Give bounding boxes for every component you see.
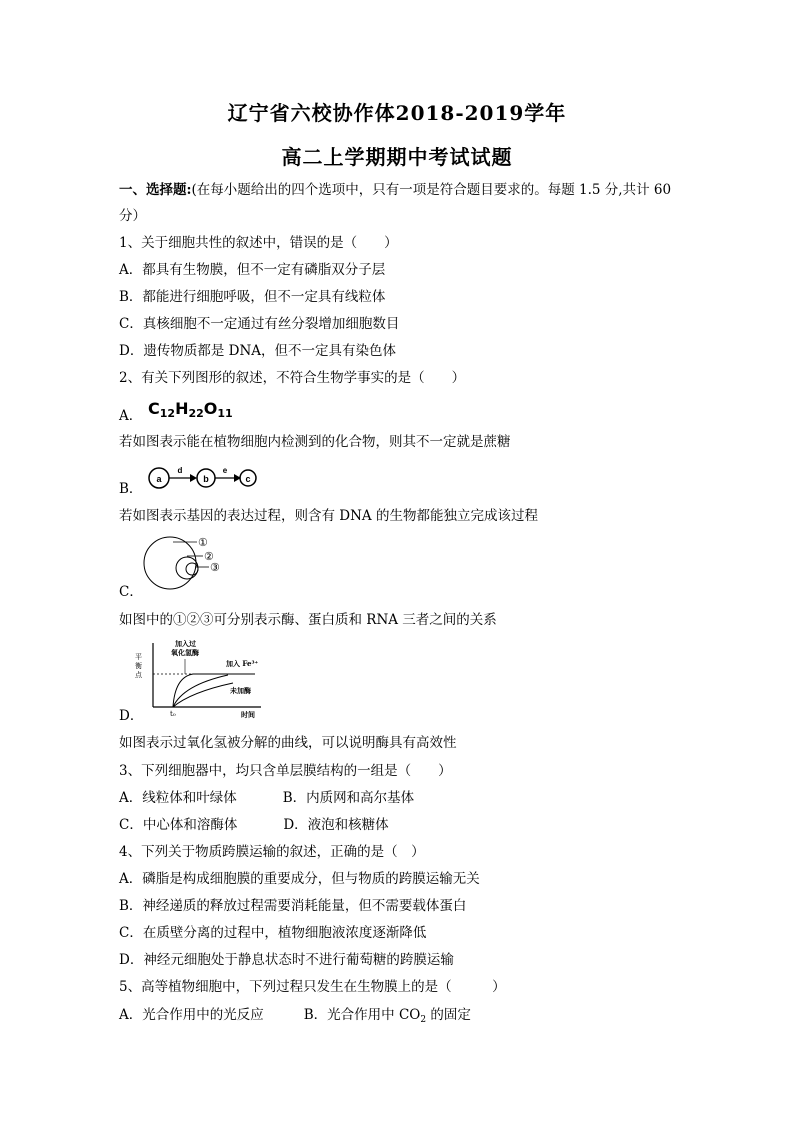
arrow-d-head: [190, 474, 197, 482]
q3-options-ab: [119, 789, 689, 807]
edge-e-label: e: [222, 466, 228, 475]
exam-title-line2: 高二上学期期中考试试题: [281, 145, 513, 169]
section-instructions-text: (在每小题给出的四个选项中，只有一项是符合题目要求的。每题 1.5 分,共计 60: [191, 182, 672, 198]
q3-option-c: C．中心体和溶酶体: [119, 817, 238, 833]
section-instructions-cont: 分）: [119, 208, 146, 224]
q5-option-b-sub: 2: [420, 1015, 427, 1025]
marker-2: ②: [204, 550, 214, 563]
q2-formula: [148, 399, 233, 420]
node-c-label: c: [245, 474, 251, 484]
curve-catalase-label-2: 氧化氢酶: [171, 648, 199, 657]
q2-option-c-text: 如图中的①②③可分别表示酶、蛋白质和 RNA 三者之间的关系: [119, 612, 497, 628]
q5-option-b-post: 的固定: [426, 1007, 471, 1023]
fe-curve: [173, 675, 228, 707]
q4-option-b: B．神经递质的释放过程需要消耗能量，但不需要载体蛋白: [119, 898, 467, 914]
q1-stem: 1、关于细胞共性的叙述中，错误的是（ ）: [119, 235, 398, 251]
q2-option-d-text: 如图表示过氧化氢被分解的曲线，可以说明酶具有高效性: [119, 735, 457, 751]
formula-h-count: 22: [188, 407, 204, 420]
curve-none-label: 未加酶: [230, 686, 251, 695]
node-a-label: a: [156, 474, 162, 484]
q2-option-c-label: C．: [119, 584, 143, 600]
marker-1: ①: [198, 536, 208, 549]
q4-stem: 4、下列关于物质跨膜运输的叙述，正确的是（ ）: [119, 844, 425, 860]
q3-options-cd: [119, 816, 689, 834]
curve-catalase-label-1: 加入过: [175, 639, 196, 648]
q5-option-b: [304, 1007, 471, 1023]
node-b-label: b: [203, 474, 209, 484]
t0-label: t₀: [170, 710, 176, 718]
exam-title-line1: 辽宁省六校协作体2018-2019学年: [227, 101, 567, 125]
formula-c-count: 12: [159, 407, 176, 420]
q3-option-b: B．内质网和高尔基体: [282, 790, 415, 806]
y-label-2: 衡: [135, 662, 142, 670]
q3-stem: 3、下列细胞器中，均只含单层膜结构的一组是（ ）: [119, 763, 452, 779]
q1-option-b: B．都能进行细胞呼吸，但不一定具有线粒体: [119, 289, 386, 305]
formula-o: O: [203, 399, 218, 418]
gene-expression-diagram: [140, 462, 260, 494]
formula-o-count: 11: [217, 407, 233, 420]
q4-option-c: C．在质壁分离的过程中，植物细胞液浓度逐渐降低: [119, 925, 427, 941]
q2-option-d-label: D．: [119, 708, 144, 724]
formula-h: H: [175, 399, 189, 418]
marker-3: ③: [210, 561, 220, 574]
edge-d-label: d: [177, 466, 183, 475]
y-label-1: 平: [135, 653, 142, 661]
q3-option-a: A．线粒体和叶绿体: [119, 790, 237, 806]
q5-option-a: A．光合作用中的光反应: [119, 1007, 264, 1023]
q4-option-d: D．神经元细胞处于静息状态时不进行葡萄糖的跨膜运输: [119, 952, 454, 968]
q5-option-b-pre: B．光合作用中 CO: [303, 1007, 421, 1023]
q3-option-d: D．液泡和核糖体: [283, 817, 389, 833]
q5-stem: 5、高等植物细胞中，下列过程只发生在生物膜上的是（ ）: [119, 979, 506, 995]
q5-options-ab: [119, 1006, 689, 1029]
x-axis-label: 时间: [241, 710, 255, 719]
y-label-3: 点: [135, 671, 142, 679]
q1-option-d: D．遗传物质都是 DNA，但不一定具有染色体: [119, 343, 396, 359]
q2-stem: 2、有关下列图形的叙述，不符合生物学事实的是（ ）: [119, 370, 466, 386]
q1-option-a: A．都具有生物膜，但不一定有磷脂双分子层: [119, 262, 386, 278]
q2-option-b-label: B．: [119, 481, 143, 497]
section-instructions: [119, 181, 689, 199]
q4-option-a: A．磷脂是构成细胞膜的重要成分，但与物质的跨膜运输无关: [119, 871, 480, 887]
q2-option-a-text: 若如图表示能在植物细胞内检测到的化合物，则其不一定就是蔗糖: [119, 434, 511, 450]
q2-option-a-label: A．: [119, 408, 143, 424]
curve-fe-label: 加入 Fe³⁺: [226, 659, 259, 668]
inner-circle: [186, 563, 198, 575]
section-heading: 一、选择题:: [119, 182, 192, 198]
middle-circle: [176, 557, 198, 579]
q2-option-b-text: 若如图表示基因的表达过程，则含有 DNA 的生物都能独立完成该过程: [119, 508, 538, 524]
q1-option-c: C．真核细胞不一定通过有丝分裂增加细胞数目: [119, 316, 400, 332]
formula-c: C: [148, 399, 160, 418]
outer-circle: [144, 537, 196, 589]
